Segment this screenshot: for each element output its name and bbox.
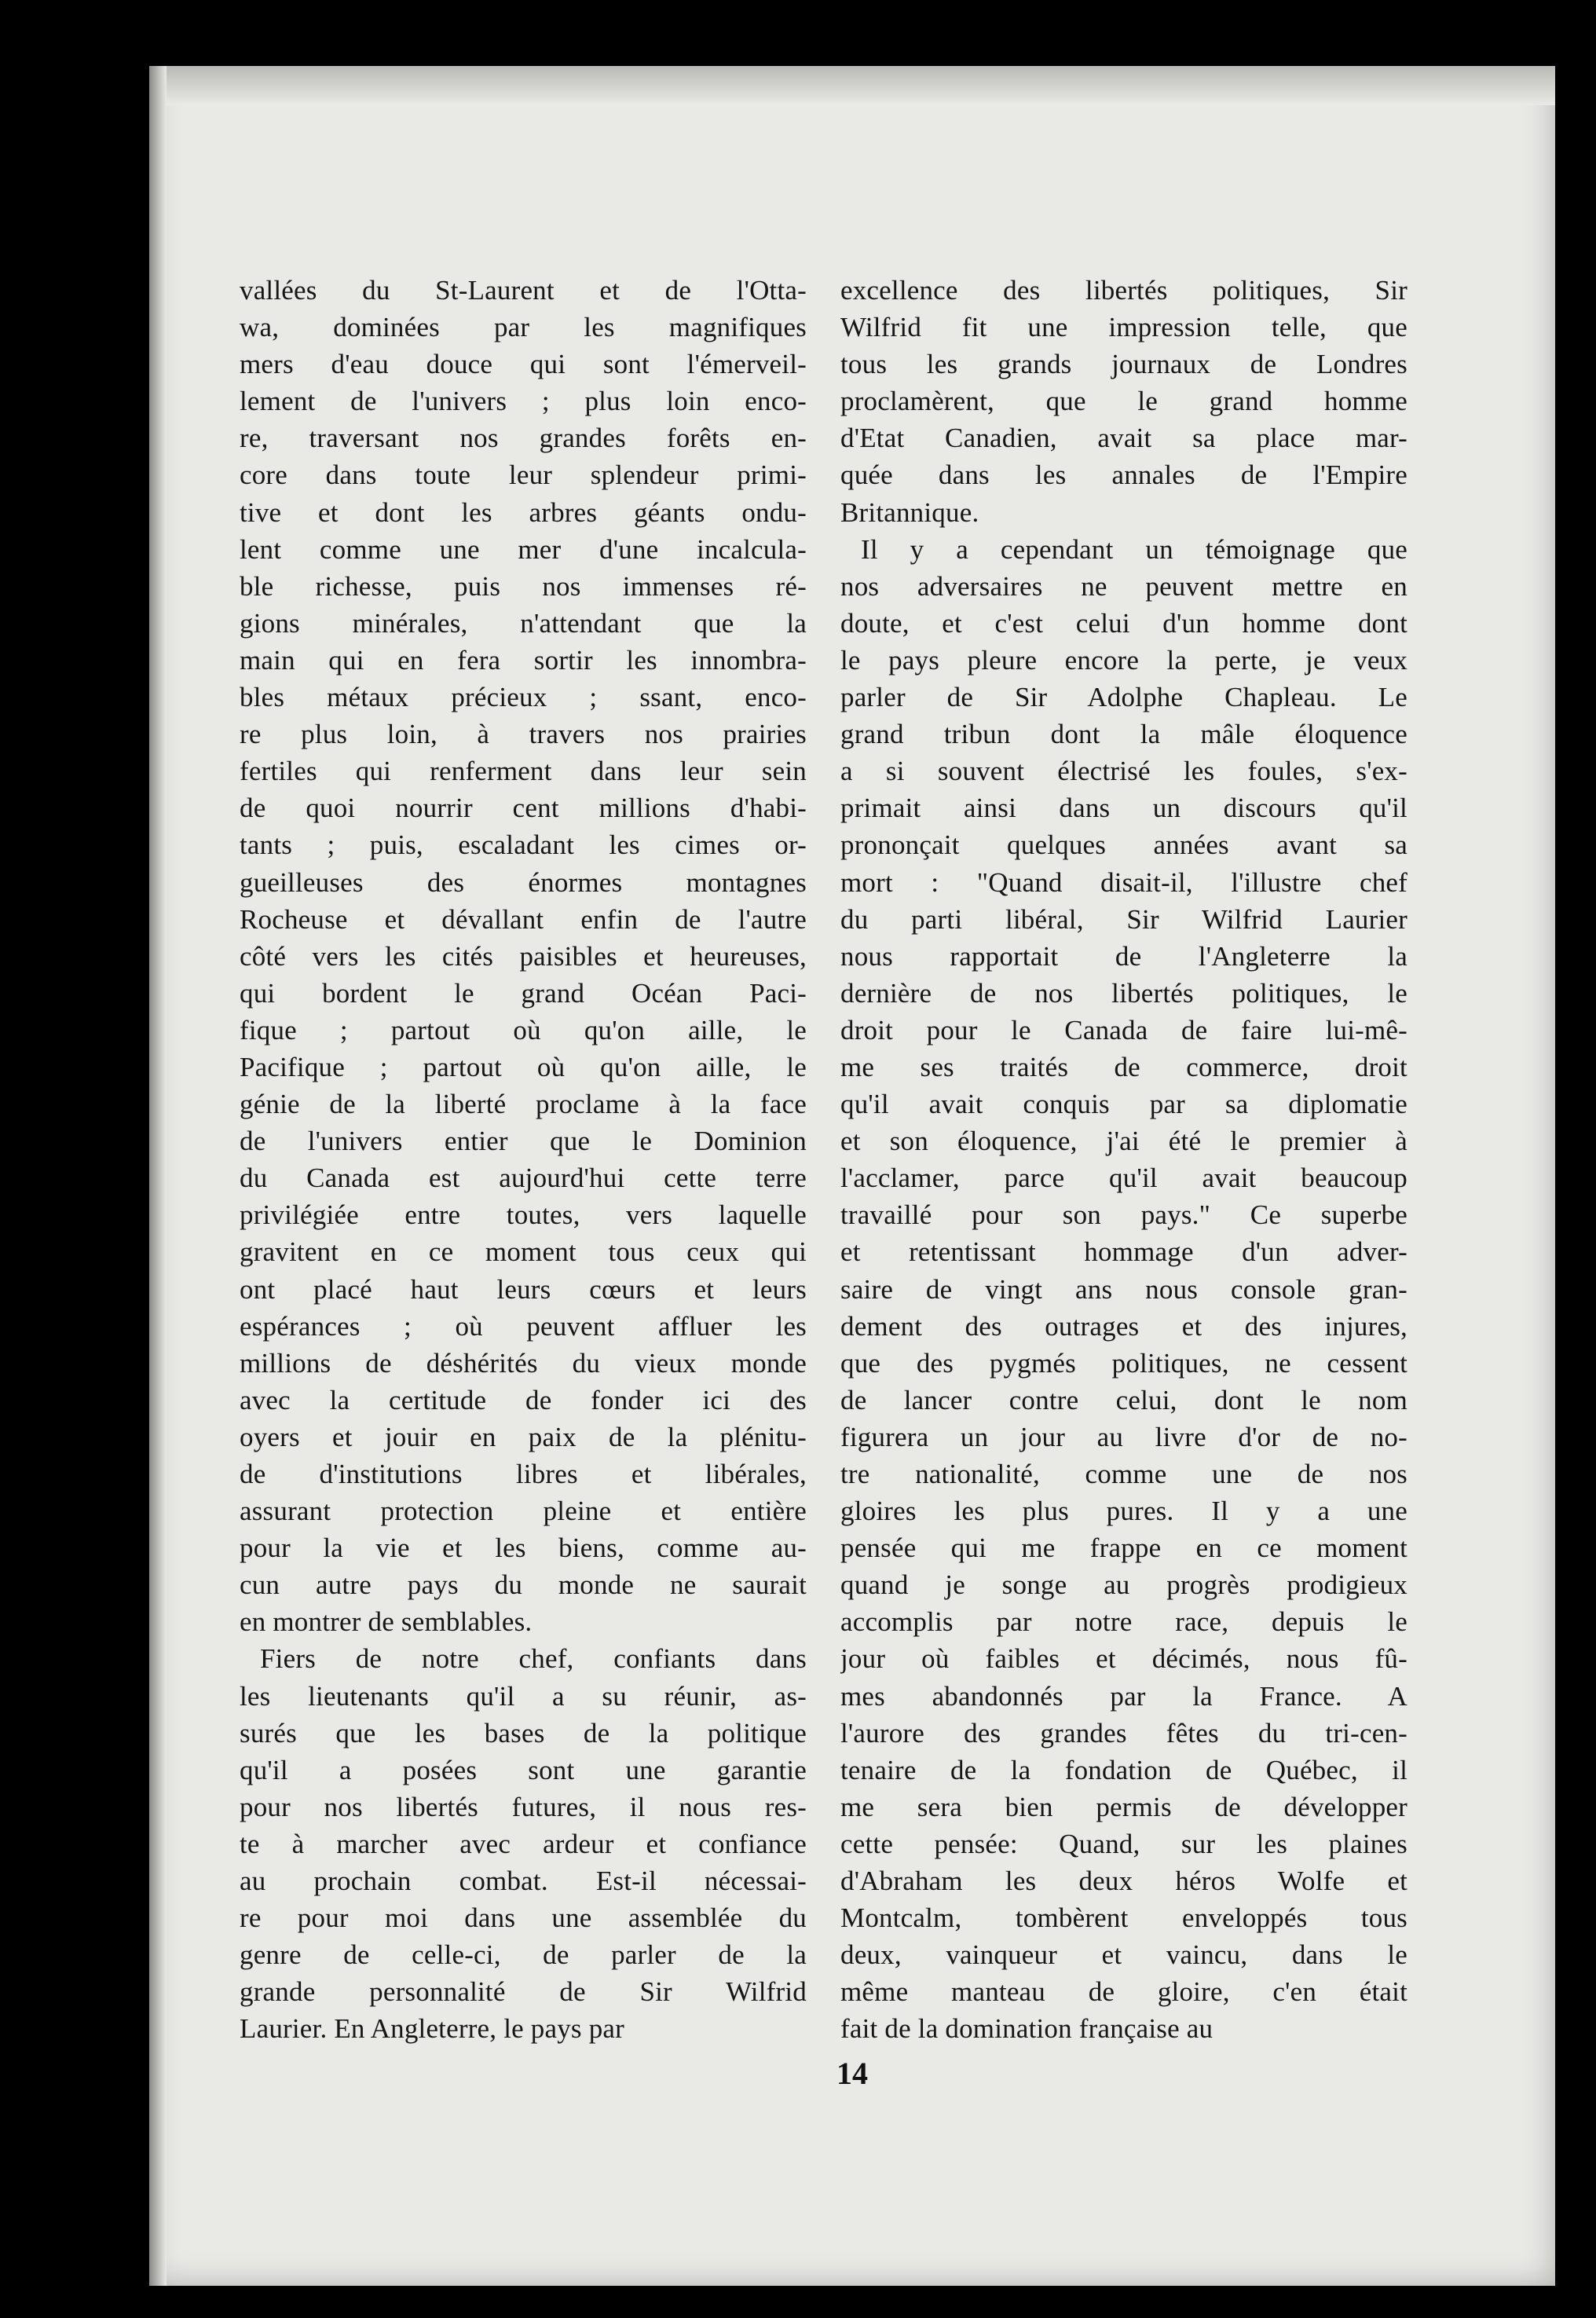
text-line: gueilleuses des énormes montagnes <box>240 866 807 898</box>
text-line: re pour moi dans une assemblée du <box>240 1902 807 1934</box>
text-line: l'acclamer, parce qu'il avait beaucoup <box>840 1163 1407 1194</box>
text-line: mers d'eau douce qui sont l'émerveil- <box>240 349 807 380</box>
text-line: gions minérales, n'attendant que la <box>240 607 807 639</box>
text-line: parler de Sir Adolphe Chapleau. Le <box>840 682 1407 713</box>
text-line: wa, dominées par les magnifiques <box>240 312 807 343</box>
text-line: gloires les plus pures. Il y a une <box>840 1496 1407 1527</box>
text-line: et son éloquence, j'ai été le premier à <box>840 1126 1407 1157</box>
text-line: dement des outrages et des injures, <box>840 1310 1407 1342</box>
text-line: saire de vingt ans nous console gran- <box>840 1273 1407 1305</box>
text-line: génie de la liberté proclame à la face <box>240 1089 807 1120</box>
text-line: que des pygmés politiques, ne cessent <box>840 1347 1407 1379</box>
text-line: privilégiée entre toutes, vers laquelle <box>240 1199 807 1231</box>
text-line: au prochain combat. Est-il nécessai- <box>240 1866 807 1897</box>
page-left-shadow <box>149 66 167 2286</box>
text-line: Montcalm, tombèrent enveloppés tous <box>840 1902 1407 1934</box>
text-line: de l'univers entier que le Dominion <box>240 1126 807 1157</box>
text-line: ont placé haut leurs cœurs et leurs <box>240 1273 807 1305</box>
text-line: doute, et c'est celui d'un homme dont <box>840 607 1407 639</box>
text-line: a si souvent électrisé les foules, s'ex- <box>840 756 1407 787</box>
text-line: re plus loin, à travers nos prairies <box>240 719 807 750</box>
text-line: travaillé pour son pays." Ce superbe <box>840 1199 1407 1231</box>
text-line: qui bordent le grand Océan Paci- <box>240 977 807 1009</box>
text-line: Pacifique ; partout où qu'on aille, le <box>240 1051 807 1082</box>
text-line: dernière de nos libertés politiques, le <box>840 977 1407 1009</box>
text-line: Rocheuse et dévallant enfin de l'autre <box>240 903 807 935</box>
text-line: tants ; puis, escaladant les cimes or- <box>240 829 807 861</box>
text-line: vallées du St-Laurent et de l'Otta- <box>240 275 807 306</box>
text-line: qu'il a posées sont une garantie <box>240 1754 807 1785</box>
text-line: figurera un jour au livre d'or de no- <box>840 1421 1407 1452</box>
text-line: pour nos libertés futures, il nous res- <box>240 1791 807 1822</box>
text-line: pour la vie et les biens, comme au- <box>240 1533 807 1564</box>
text-line: excellence des libertés politiques, Sir <box>840 275 1407 306</box>
text-line: le pays pleure encore la perte, je veux <box>840 644 1407 676</box>
text-line: te à marcher avec ardeur et confiance <box>240 1828 807 1859</box>
text-line: fertiles qui renferment dans leur sein <box>240 756 807 787</box>
text-line: re, traversant nos grandes forêts en- <box>240 423 807 454</box>
text-line: Britannique. <box>840 496 979 528</box>
page-top-shadow <box>149 66 1555 105</box>
book-page <box>149 66 1555 2286</box>
text-line: mes abandonnés par la France. A <box>840 1680 1407 1712</box>
text-line: l'aurore des grandes fêtes du tri-cen- <box>840 1717 1407 1749</box>
text-line: assurant protection pleine et entière <box>240 1496 807 1527</box>
text-line: me ses traités de commerce, droit <box>840 1051 1407 1082</box>
text-line: deux, vainqueur et vaincu, dans le <box>840 1939 1407 1971</box>
text-line: bles métaux précieux ; ssant, enco- <box>240 682 807 713</box>
text-line: Wilfrid fit une impression telle, que <box>840 312 1407 343</box>
text-line: avec la certitude de fonder ici des <box>240 1384 807 1415</box>
text-line: cun autre pays du monde ne saurait <box>240 1569 807 1601</box>
text-line: Il y a cependant un témoignage que <box>861 533 1407 565</box>
text-line: Fiers de notre chef, confiants dans <box>260 1643 807 1675</box>
left-text-column <box>240 272 807 2048</box>
text-line: droit pour le Canada de faire lui-mê- <box>840 1014 1407 1045</box>
right-text-column <box>840 272 1407 2048</box>
text-line: prononçait quelques années avant sa <box>840 829 1407 861</box>
text-line: du parti libéral, Sir Wilfrid Laurier <box>840 903 1407 935</box>
text-line: de lancer contre celui, dont le nom <box>840 1384 1407 1415</box>
text-line: pensée qui me frappe en ce moment <box>840 1533 1407 1564</box>
text-line: en montrer de semblables. <box>240 1606 533 1638</box>
text-line: quée dans les annales de l'Empire <box>840 460 1407 491</box>
text-line: les lieutenants qu'il a su réunir, as- <box>240 1680 807 1712</box>
text-line: fait de la domination française au <box>840 2013 1213 2045</box>
text-line: lement de l'univers ; plus loin enco- <box>240 386 807 417</box>
text-line: espérances ; où peuvent affluer les <box>240 1310 807 1342</box>
text-line: accomplis par notre race, depuis le <box>840 1606 1407 1638</box>
text-line: tous les grands journaux de Londres <box>840 349 1407 380</box>
text-line: millions de déshérités du vieux monde <box>240 1347 807 1379</box>
text-line: nos adversaires ne peuvent mettre en <box>840 570 1407 602</box>
text-line: tre nationalité, comme une de nos <box>840 1459 1407 1489</box>
text-line: d'Etat Canadien, avait sa place mar- <box>840 423 1407 454</box>
text-line: lent comme une mer d'une incalcula- <box>240 533 807 565</box>
text-line: grande personnalité de Sir Wilfrid <box>240 1976 807 2008</box>
text-line: tive et dont les arbres géants ondu- <box>240 496 807 528</box>
text-line: gravitent en ce moment tous ceux qui <box>240 1236 807 1268</box>
text-line: primait ainsi dans un discours qu'il <box>840 793 1407 824</box>
text-line: et retentissant hommage d'un adver- <box>840 1236 1407 1268</box>
text-line: nous rapportait de l'Angleterre la <box>840 940 1407 972</box>
text-line: surés que les bases de la politique <box>240 1717 807 1749</box>
text-line: du Canada est aujourd'hui cette terre <box>240 1163 807 1194</box>
text-line: jour où faibles et décimés, nous fû- <box>840 1643 1407 1675</box>
text-line: main qui en fera sortir les innombra- <box>240 644 807 676</box>
text-line: me sera bien permis de développer <box>840 1791 1407 1822</box>
text-line: oyers et jouir en paix de la plénitu- <box>240 1421 807 1452</box>
text-line: quand je songe au progrès prodigieux <box>840 1569 1407 1601</box>
text-line: côté vers les cités paisibles et heureuses, <box>240 940 807 972</box>
text-line: cette pensée: Quand, sur les plaines <box>840 1828 1407 1859</box>
text-line: Laurier. En Angleterre, le pays par <box>240 2013 624 2045</box>
text-line: mort : "Quand disait-il, l'illustre chef <box>840 866 1407 898</box>
text-line: de quoi nourrir cent millions d'habi- <box>240 793 807 824</box>
text-line: fique ; partout où qu'on aille, le <box>240 1014 807 1045</box>
page-number: 14 <box>836 2056 868 2091</box>
text-line: proclamèrent, que le grand homme <box>840 386 1407 417</box>
text-line: genre de celle-ci, de parler de la <box>240 1939 807 1971</box>
text-line: même manteau de gloire, c'en était <box>840 1976 1407 2008</box>
text-line: ble richesse, puis nos immenses ré- <box>240 570 807 602</box>
text-line: qu'il avait conquis par sa diplomatie <box>840 1089 1407 1120</box>
text-line: tenaire de la fondation de Québec, il <box>840 1754 1407 1785</box>
text-line: de d'institutions libres et libérales, <box>240 1459 807 1489</box>
text-line: core dans toute leur splendeur primi- <box>240 460 807 491</box>
text-line: d'Abraham les deux héros Wolfe et <box>840 1866 1407 1897</box>
text-line: grand tribun dont la mâle éloquence <box>840 719 1407 750</box>
